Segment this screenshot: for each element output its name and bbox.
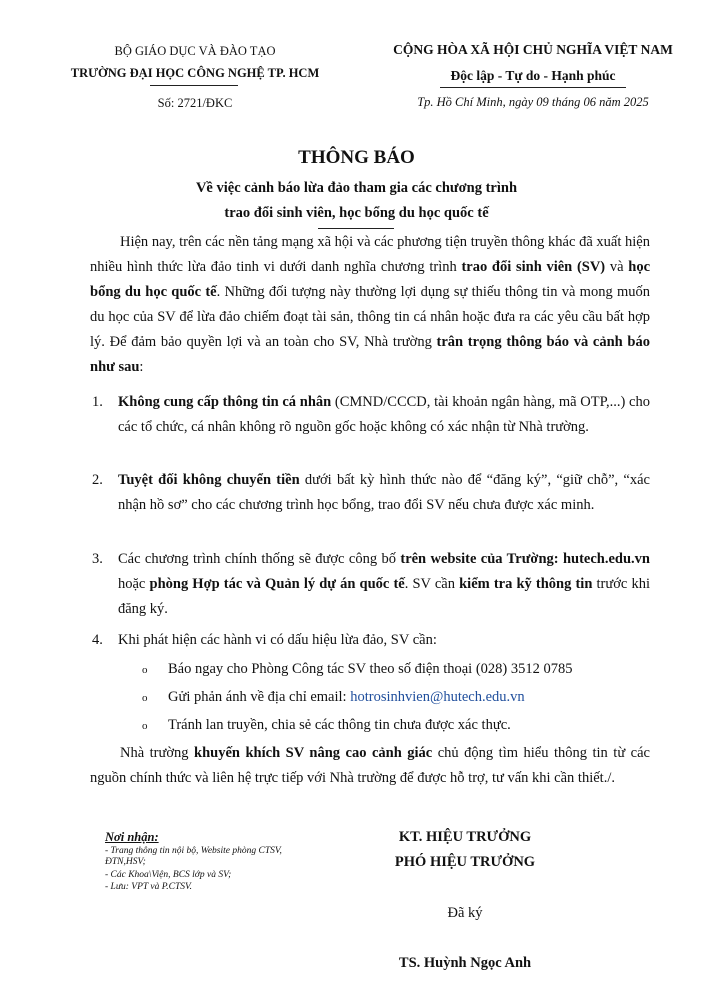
bullet-no-spread: o Tránh lan truyền, chia sẻ các thông tin chưa được xác thực. bbox=[168, 713, 648, 738]
support-email-link[interactable]: hotrosinhvien@hutech.edu.vn bbox=[350, 689, 525, 705]
subtitle-line-2: trao đổi sinh viên, học bổng du học quốc tế bbox=[224, 205, 489, 221]
national-motto: Độc lập - Tự do - Hạnh phúc bbox=[450, 68, 616, 83]
list-item-2: 2. Tuyệt đối không chuyển tiền dưới bất kỳ hình thức nào để “đăng ký”, “giữ chỗ”, “xác nhận hồ sơ” cho các chương trình học bổng, trao đổi SV nếu chưa được xác minh. bbox=[92, 472, 650, 513]
list-item-4: 4. Khi phát hiện các hành vi có dấu hiệu lừa đảo, SV cần: bbox=[92, 632, 437, 648]
closing-paragraph: Nhà trường khuyến khích SV nâng cao cảnh giác chủ động tìm hiểu thông tin từ các nguồn chính thức và liên hệ trực tiếp với Nhà trường để được hỗ trợ, tư vấn khi cần thiết./. bbox=[90, 745, 650, 786]
signed-note: Đã ký bbox=[447, 905, 483, 921]
subtitle-line-1: Về việc cảnh báo lừa đảo tham gia các chương trình bbox=[195, 180, 518, 196]
place-date: Tp. Hồ Chí Minh, ngày 09 tháng 06 năm 2025 bbox=[417, 95, 649, 109]
recipient-line-3: - Lưu: VPT và P.CTSV. bbox=[105, 882, 193, 892]
motto-underline bbox=[440, 87, 626, 88]
list-item-1: 1. Không cung cấp thông tin cá nhân (CMND/CCCD, tài khoản ngân hàng, mã OTP,...) cho các tổ chức, cá nhân không rõ nguồn gốc hoặc không có xác nhận từ Nhà trường. bbox=[92, 394, 650, 435]
list-item-3: 3. Các chương trình chính thống sẽ được công bố trên website của Trường: hutech.edu.vn hoặc phòng Hợp tác và Quản lý dự án quốc tế. SV cần kiểm tra kỹ thông tin trước khi đăng ký. bbox=[92, 551, 650, 617]
subtitle-underline bbox=[318, 228, 394, 229]
country-name: CỘNG HÒA XÃ HỘI CHỦ NGHĨA VIỆT NAM bbox=[393, 42, 673, 57]
notice-title: THÔNG BÁO bbox=[298, 147, 415, 168]
recipient-line-1: - Trang thông tin nội bộ, Website phòng CTSV, ĐTN,HSV; bbox=[105, 846, 282, 867]
bullet-hotline: o Báo ngay cho Phòng Công tác SV theo số điện thoại (028) 3512 0785 bbox=[168, 657, 648, 682]
ministry-name: BỘ GIÁO DỤC VÀ ĐÀO TẠO bbox=[114, 44, 276, 58]
signer-name: TS. Huỳnh Ngọc Anh bbox=[398, 955, 532, 971]
bullet-circle-icon: o bbox=[142, 692, 148, 704]
recipient-line-2: - Các Khoa\Viện, BCS lớp và SV; bbox=[105, 870, 232, 880]
bullet-circle-icon: o bbox=[142, 664, 148, 676]
bullet-email: o Gửi phản ánh về địa chỉ email: hotrosinhvien@hutech.edu.vn bbox=[168, 685, 648, 710]
university-name: TRƯỜNG ĐẠI HỌC CÔNG NGHỆ TP. HCM bbox=[70, 66, 320, 80]
bullet-circle-icon: o bbox=[142, 720, 148, 732]
signature-title-1: KT. HIỆU TRƯỞNG bbox=[398, 829, 532, 845]
university-underline bbox=[150, 85, 238, 86]
document-number: Số: 2721/ĐKC bbox=[157, 96, 233, 110]
intro-paragraph: Hiện nay, trên các nền tảng mạng xã hội và các phương tiện truyền thông khác đã xuất hiện nhiều hình thức lừa đảo tinh vi dưới danh nghĩa chương trình trao đổi sinh viên (SV) và học bổng du học quốc tế. Những đối tượng này thường lợi dụng sự thiếu thông tin và mong muốn du học của SV để lừa đảo chiếm đoạt tài sản, thông tin cá nhân hoặc đưa ra các yêu cầu bất hợp lý. Để đảm bảo quyền lợi và an toàn cho SV, Nhà trường trân trọng thông báo và cảnh báo như sau: bbox=[90, 234, 650, 375]
signature-title-2: PHÓ HIỆU TRƯỞNG bbox=[394, 854, 536, 870]
recipients-label: Nơi nhận: bbox=[105, 830, 159, 844]
